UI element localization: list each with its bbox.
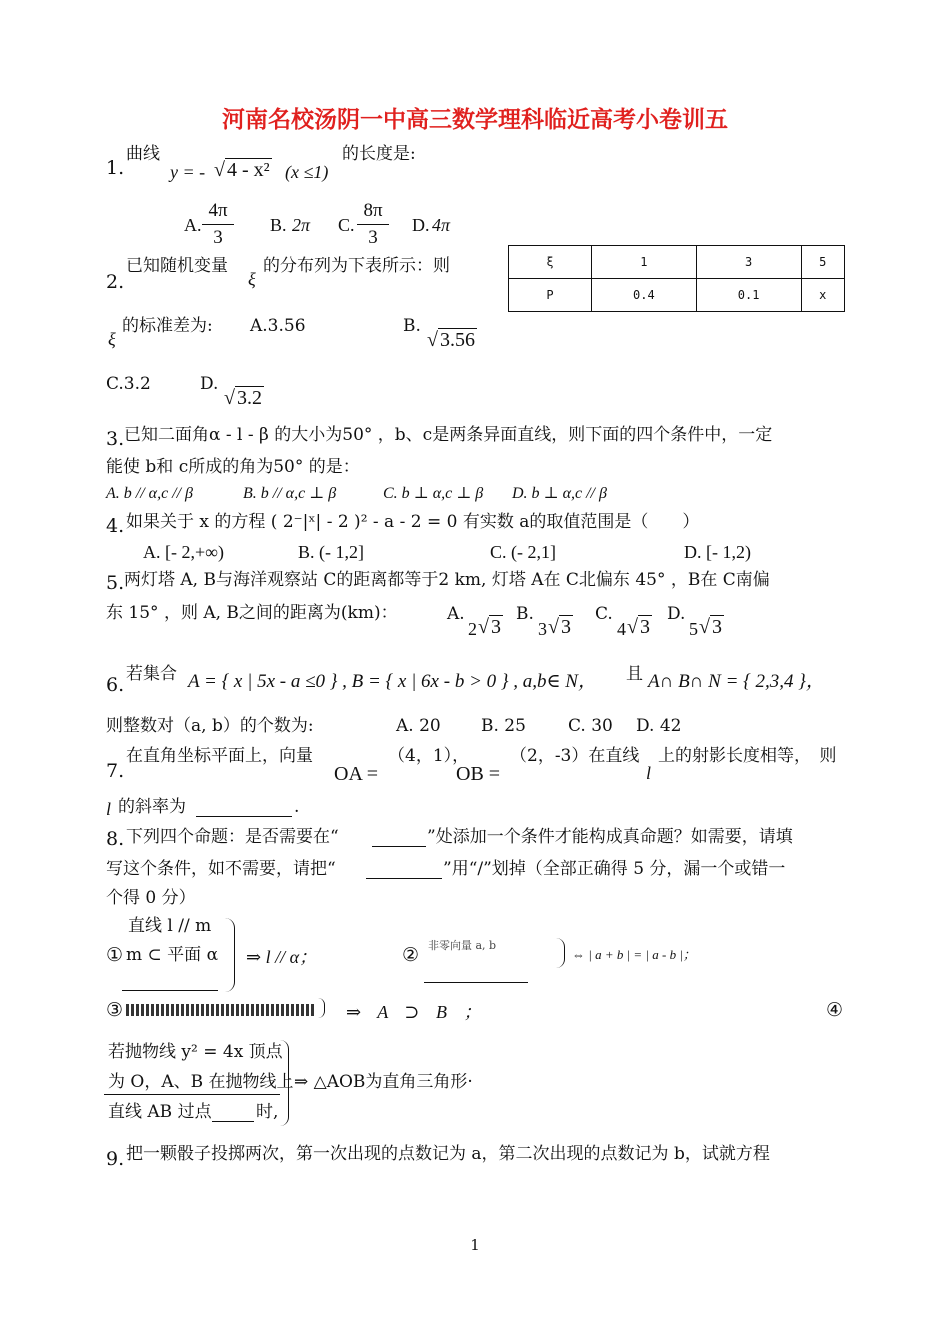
fraction-bar (357, 224, 389, 225)
q8-p4-underline (104, 1094, 280, 1095)
q5-option-d-coef: 5 (689, 619, 698, 639)
q1-option-c-label: C. (338, 215, 355, 235)
q2-option-d-label: D. (200, 374, 219, 394)
q2-line1b: 的分布列为下表所示：则 (263, 256, 450, 276)
q7-oa-value: （4，1）， (388, 746, 470, 766)
q8-p4-line3b: 时, (256, 1102, 279, 1122)
q4-option-d: D. [- 1,2) (684, 542, 751, 562)
table-cell: 5 (801, 246, 844, 279)
q8-p2-result: ⇔ | a + b | = | a - b |； (572, 947, 696, 962)
table-row (509, 279, 845, 312)
q8-p4-number: ④ (826, 999, 844, 1021)
q2-variable-xi: ξ (248, 269, 256, 289)
table-cell: 1 (592, 246, 697, 279)
q2-option-b-label: B. (403, 316, 421, 336)
q6-option-b: B. 25 (481, 716, 526, 736)
q8-p4-line2: 为 O，A、B 在抛物线上 (108, 1072, 294, 1092)
q1-formula-radical: √ 4 - x² (214, 159, 270, 181)
q1-option-a-denominator: 3 (213, 227, 223, 248)
q8-line1a: 下列四个命题：是否需要在“ (126, 827, 339, 847)
q8-p4-line1: 若抛物线 y² = 4x 顶点 (108, 1042, 283, 1062)
q5-number: 5. (106, 572, 125, 594)
q1-formula-lhs: y = - (170, 162, 206, 182)
q2-option-b-radical: √ 3.56 (427, 329, 475, 351)
q6-option-c: C. 30 (568, 716, 613, 736)
q8-p1-middle: m ⊂ 平面 α (126, 945, 219, 965)
q6-option-a: A. 20 (396, 716, 441, 736)
q1-number: 1. (106, 157, 125, 179)
q8-blank-2[interactable] (366, 861, 442, 883)
q5-option-a-radicand: 3 (490, 616, 501, 638)
q7-vector-ob: OB = (456, 763, 501, 785)
q6-prefix: 若集合 (126, 664, 177, 684)
q5-option-b-label: B. (516, 604, 534, 624)
q8-line2b: ”用“/”划掉（全部正确得 5 分，漏一个或错一 (443, 859, 786, 879)
q6-sets: A = { x | 5x - a ≤0 } , B = { x | 6x - b > 0 } , a,b∈ N， (188, 671, 597, 692)
q7-text1: 在直角坐标平面上，向量 (126, 746, 313, 766)
q3-option-b: B. b // α,c ⊥ β (243, 485, 337, 502)
q3-number: 3. (106, 428, 125, 450)
q7-period: . (294, 797, 300, 817)
q6-cond-word: 且 (626, 664, 643, 684)
q7-ob-value: （2，-3）在直线 (510, 746, 640, 766)
q7-line-l: l (646, 763, 652, 783)
q8-p3-number: ③ (106, 999, 124, 1021)
q8-p1-blank-line (122, 990, 218, 991)
q2-option-c: C.3.2 (106, 374, 151, 394)
table-cell: 3 (696, 246, 801, 279)
q8-p2-brace (556, 938, 565, 968)
q3-line1: 已知二面角α - l - β 的大小为50° ，b、c是两条异面直线，则下面的四个条件中，一定 (124, 425, 773, 445)
q1-option-c-numerator: 8π (363, 200, 383, 221)
q3-option-d: D. b ⊥ α,c // β (512, 485, 607, 502)
q8-p3-smudged-text (126, 1004, 316, 1016)
q8-p2-number: ② (402, 944, 420, 966)
q5-option-b-radical: √ 3 (548, 616, 571, 638)
q4-option-c: C. (- 2,1] (490, 542, 556, 562)
q8-p3-result: ⇒ A ⊃ B ； (346, 1002, 488, 1022)
q8-blank-1[interactable] (372, 829, 426, 851)
fraction-bar (202, 224, 234, 225)
q5-option-c-label: C. (595, 604, 613, 624)
q5-option-d-label: D. (667, 604, 686, 624)
q5-option-b-coef: 3 (538, 619, 547, 639)
q8-line2a: 写这个条件，如不需要，请把“ (106, 859, 336, 879)
q8-p1-number: ① (106, 944, 124, 966)
q5-option-c-coef: 4 (617, 619, 626, 639)
q5-option-a-coef: 2 (468, 619, 477, 639)
q5-line1: 两灯塔 A, B与海洋观察站 C的距离都等于2 km, 灯塔 A在 C北偏东 45° ，B在 C南偏 (124, 570, 770, 590)
q1-formula-condition: (x ≤1) (285, 162, 329, 182)
q2-variable-xi-2: ξ (108, 329, 116, 349)
q4-option-b: B. (- 1,2] (298, 542, 364, 562)
q7-vector-oa: OA = (334, 763, 379, 785)
q5-option-c-radicand: 3 (639, 616, 650, 638)
q7-slope-text: 的斜率为 (118, 797, 186, 817)
q6-line2: 则整数对（a, b）的个数为: (106, 716, 314, 736)
q8-line1b: ”处添加一个条件才能构成真命题？如需要，请填 (427, 827, 793, 847)
q8-p4-blank[interactable] (212, 1104, 254, 1126)
q2-line1: 已知随机变量 (126, 256, 228, 276)
q5-option-a-radical: √ 3 (478, 616, 501, 638)
q2-option-a: A.3.56 (250, 316, 306, 336)
q3-line2: 能使 b和 c所成的角为50° 的是： (106, 457, 360, 477)
q1-option-d-label: D. (412, 215, 430, 235)
q8-p3-brace (318, 998, 325, 1018)
q8-p4-result: ⇒ △AOB为直角三角形· (294, 1072, 473, 1092)
q8-p2-top: 非零向量 a, b (428, 939, 497, 952)
q3-option-c: C. b ⊥ α,c ⊥ β (383, 485, 484, 502)
q1-option-b-label: B. (270, 215, 287, 235)
q2-distribution-table (508, 245, 845, 312)
table-row (509, 246, 845, 279)
q5-option-d-radical: √ 3 (699, 616, 722, 638)
q7-text2: 上的射影长度相等， 则 (658, 746, 837, 766)
q8-p1-brace (222, 918, 235, 992)
q4-option-a: A. [- 2,+∞) (143, 542, 224, 562)
q4-number: 4. (106, 515, 125, 537)
q7-number: 7. (106, 760, 125, 782)
table-cell: 0.1 (696, 279, 801, 312)
q5-line2: 东 15° ，则 A, B之间的距离为(km)： (106, 603, 398, 623)
q1-option-a-label: A. (184, 215, 202, 235)
q2-line2: 的标准差为: (122, 316, 213, 336)
q8-line3: 个得 0 分） (106, 888, 196, 908)
q1-option-a-fraction (202, 200, 234, 249)
page-number: 1 (470, 1236, 480, 1254)
q9-number: 9. (106, 1148, 125, 1170)
table-cell: P (509, 279, 592, 312)
q6-number: 6. (106, 674, 125, 696)
q8-p1-top: 直线 l // m (128, 916, 212, 936)
q1-suffix: 的长度是: (342, 144, 416, 164)
q2-option-d-radical: √ 3.2 (224, 387, 262, 409)
q1-option-a-numerator: 4π (208, 200, 228, 221)
q1-prefix: 曲线 (126, 144, 160, 164)
q5-option-c-radical: √ 3 (627, 616, 650, 638)
q8-p4-line3a: 直线 AB 过点 (108, 1102, 212, 1122)
q7-answer-blank[interactable] (196, 799, 292, 821)
q1-option-c-fraction (357, 200, 389, 249)
q5-option-d-radicand: 3 (711, 616, 722, 638)
q1-option-d-value: 4π (432, 215, 451, 235)
q2-option-b-radicand: 3.56 (439, 329, 475, 351)
q1-option-b-value: 2π (292, 215, 311, 235)
q8-p2-blank-line (424, 982, 528, 983)
q5-option-b-radicand: 3 (560, 616, 571, 638)
page-title: 河南名校汤阴一中高三数学理科临近高考小卷训五 (222, 106, 728, 133)
q7-line-l-2: l (106, 799, 112, 819)
q8-p1-result: ⇒ l // α； (246, 947, 318, 967)
q8-number: 8. (106, 828, 125, 850)
table-cell: 0.4 (592, 279, 697, 312)
q6-option-d: D. 42 (636, 716, 682, 736)
q5-option-a-label: A. (447, 604, 465, 624)
q6-condition: A∩ B∩ N = { 2,3,4 }， (648, 671, 825, 692)
q8-p4-brace (280, 1040, 289, 1126)
q2-number: 2. (106, 271, 125, 293)
table-cell: x (801, 279, 844, 312)
q4-line1: 如果关于 x 的方程 ( 2⁻|ˣ| - 2 )² - a - 2 = 0 有实数 a的取值范围是（ ） (126, 512, 700, 532)
q9-line1: 把一颗骰子投掷两次，第一次出现的点数记为 a，第二次出现的点数记为 b，试就方程 (126, 1144, 770, 1164)
q3-option-a: A. b // α,c // β (106, 485, 194, 502)
q2-option-d-radicand: 3.2 (236, 387, 262, 409)
q1-option-c-denominator: 3 (368, 227, 378, 248)
table-cell: ξ (509, 246, 592, 279)
q1-formula-radicand: 4 - x² (226, 159, 270, 181)
